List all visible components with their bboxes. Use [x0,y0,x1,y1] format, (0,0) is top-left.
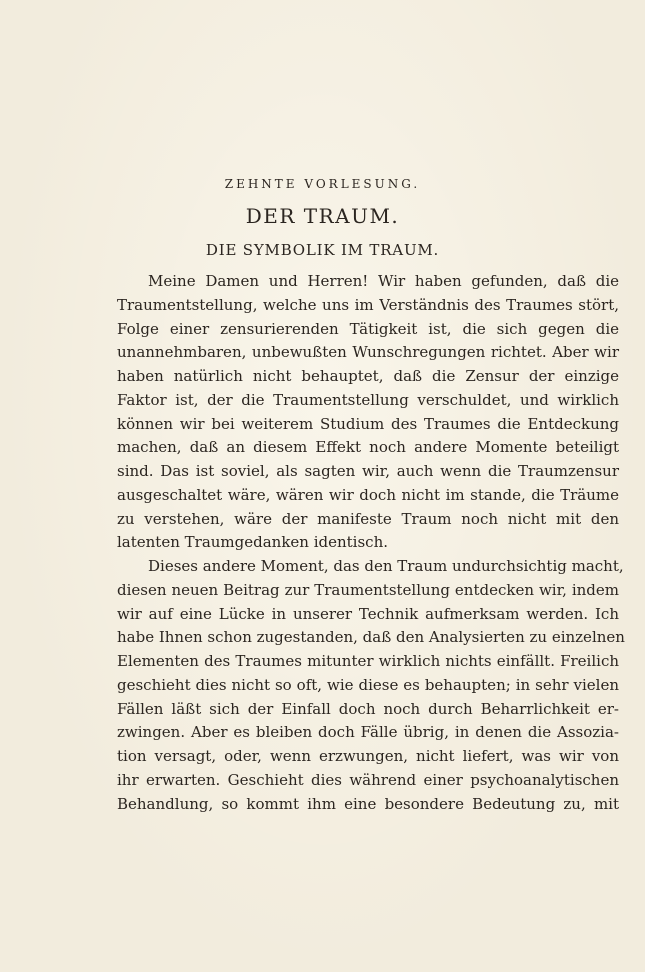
text-line: ausgeschaltet wäre, wären wir doch nicht im stande, die Träume [117,485,619,504]
text-line: tion versagt, oder, wenn erzwungen, nicht liefert, was wir von [117,747,619,765]
body-text [117,270,625,816]
text-line: latenten Traumgedanken identisch. [117,533,389,552]
text-line: Fällen läßt sich der Einfall doch noch durch Beharrlichkeit er- [117,699,619,718]
text-line: Meine Damen und Herren! Wir haben gefunden, daß die [148,272,619,290]
lecture-heading: ZEHNTE VORLESUNG. [224,177,421,191]
text-line: Traumentstellung, welche uns im Verständnis des Traumes stört, [117,295,619,314]
text-line: Folge einer zensurierenden Tätigkeit ist, die sich gegen die [117,319,619,338]
text-line: Elementen des Traumes mitunter wirklich nichts einfällt. Freilich [117,652,619,670]
text-line: diesen neuen Beitrag zur Traumentstellung entdecken wir, indem [117,580,619,599]
text-line: können wir bei weiterem Studium des Traumes die Entdeckung [117,414,619,433]
text-line: zu verstehen, wäre der manifeste Traum noch nicht mit den [117,509,619,528]
text-line: wir auf eine Lücke in unserer Technik aufmerksam werden. Ich [117,604,619,623]
text-line: haben natürlich nicht behauptet, daß die Zensur der einzige [117,367,619,385]
text-line: geschieht dies nicht so oft, wie diese es behaupten; in sehr vielen [117,675,619,694]
text-line: Dieses andere Moment, das den Traum undurchsichtig macht, [148,557,624,575]
text-line: machen, daß an diesem Effekt noch andere Momente beteiligt [117,438,619,457]
text-line: ihr erwarten. Geschieht dies während einer psychoanalytischen [117,770,619,789]
chapter-title: DER TRAUM. [245,204,400,228]
text-line: sind. Das ist soviel, als sagten wir, auch wenn die Traumzensur [117,462,619,480]
text-line: Behandlung, so kommt ihm eine besondere Bedeutung zu, mit [117,794,619,813]
text-line: unannehmbaren, unbewußten Wunschregungen richtet. Aber wir [117,343,619,362]
text-line: habe Ihnen schon zugestanden, daß den Analysierten zu einzelnen [117,628,625,647]
text-line: zwingen. Aber es bleiben doch Fälle übrig, in denen die Assozia- [117,723,619,742]
chapter-subtitle: DIE SYMBOLIK IM TRAUM. [205,241,440,259]
text-line: Faktor ist, der die Traumentstellung verschuldet, und wirklich [117,390,619,409]
